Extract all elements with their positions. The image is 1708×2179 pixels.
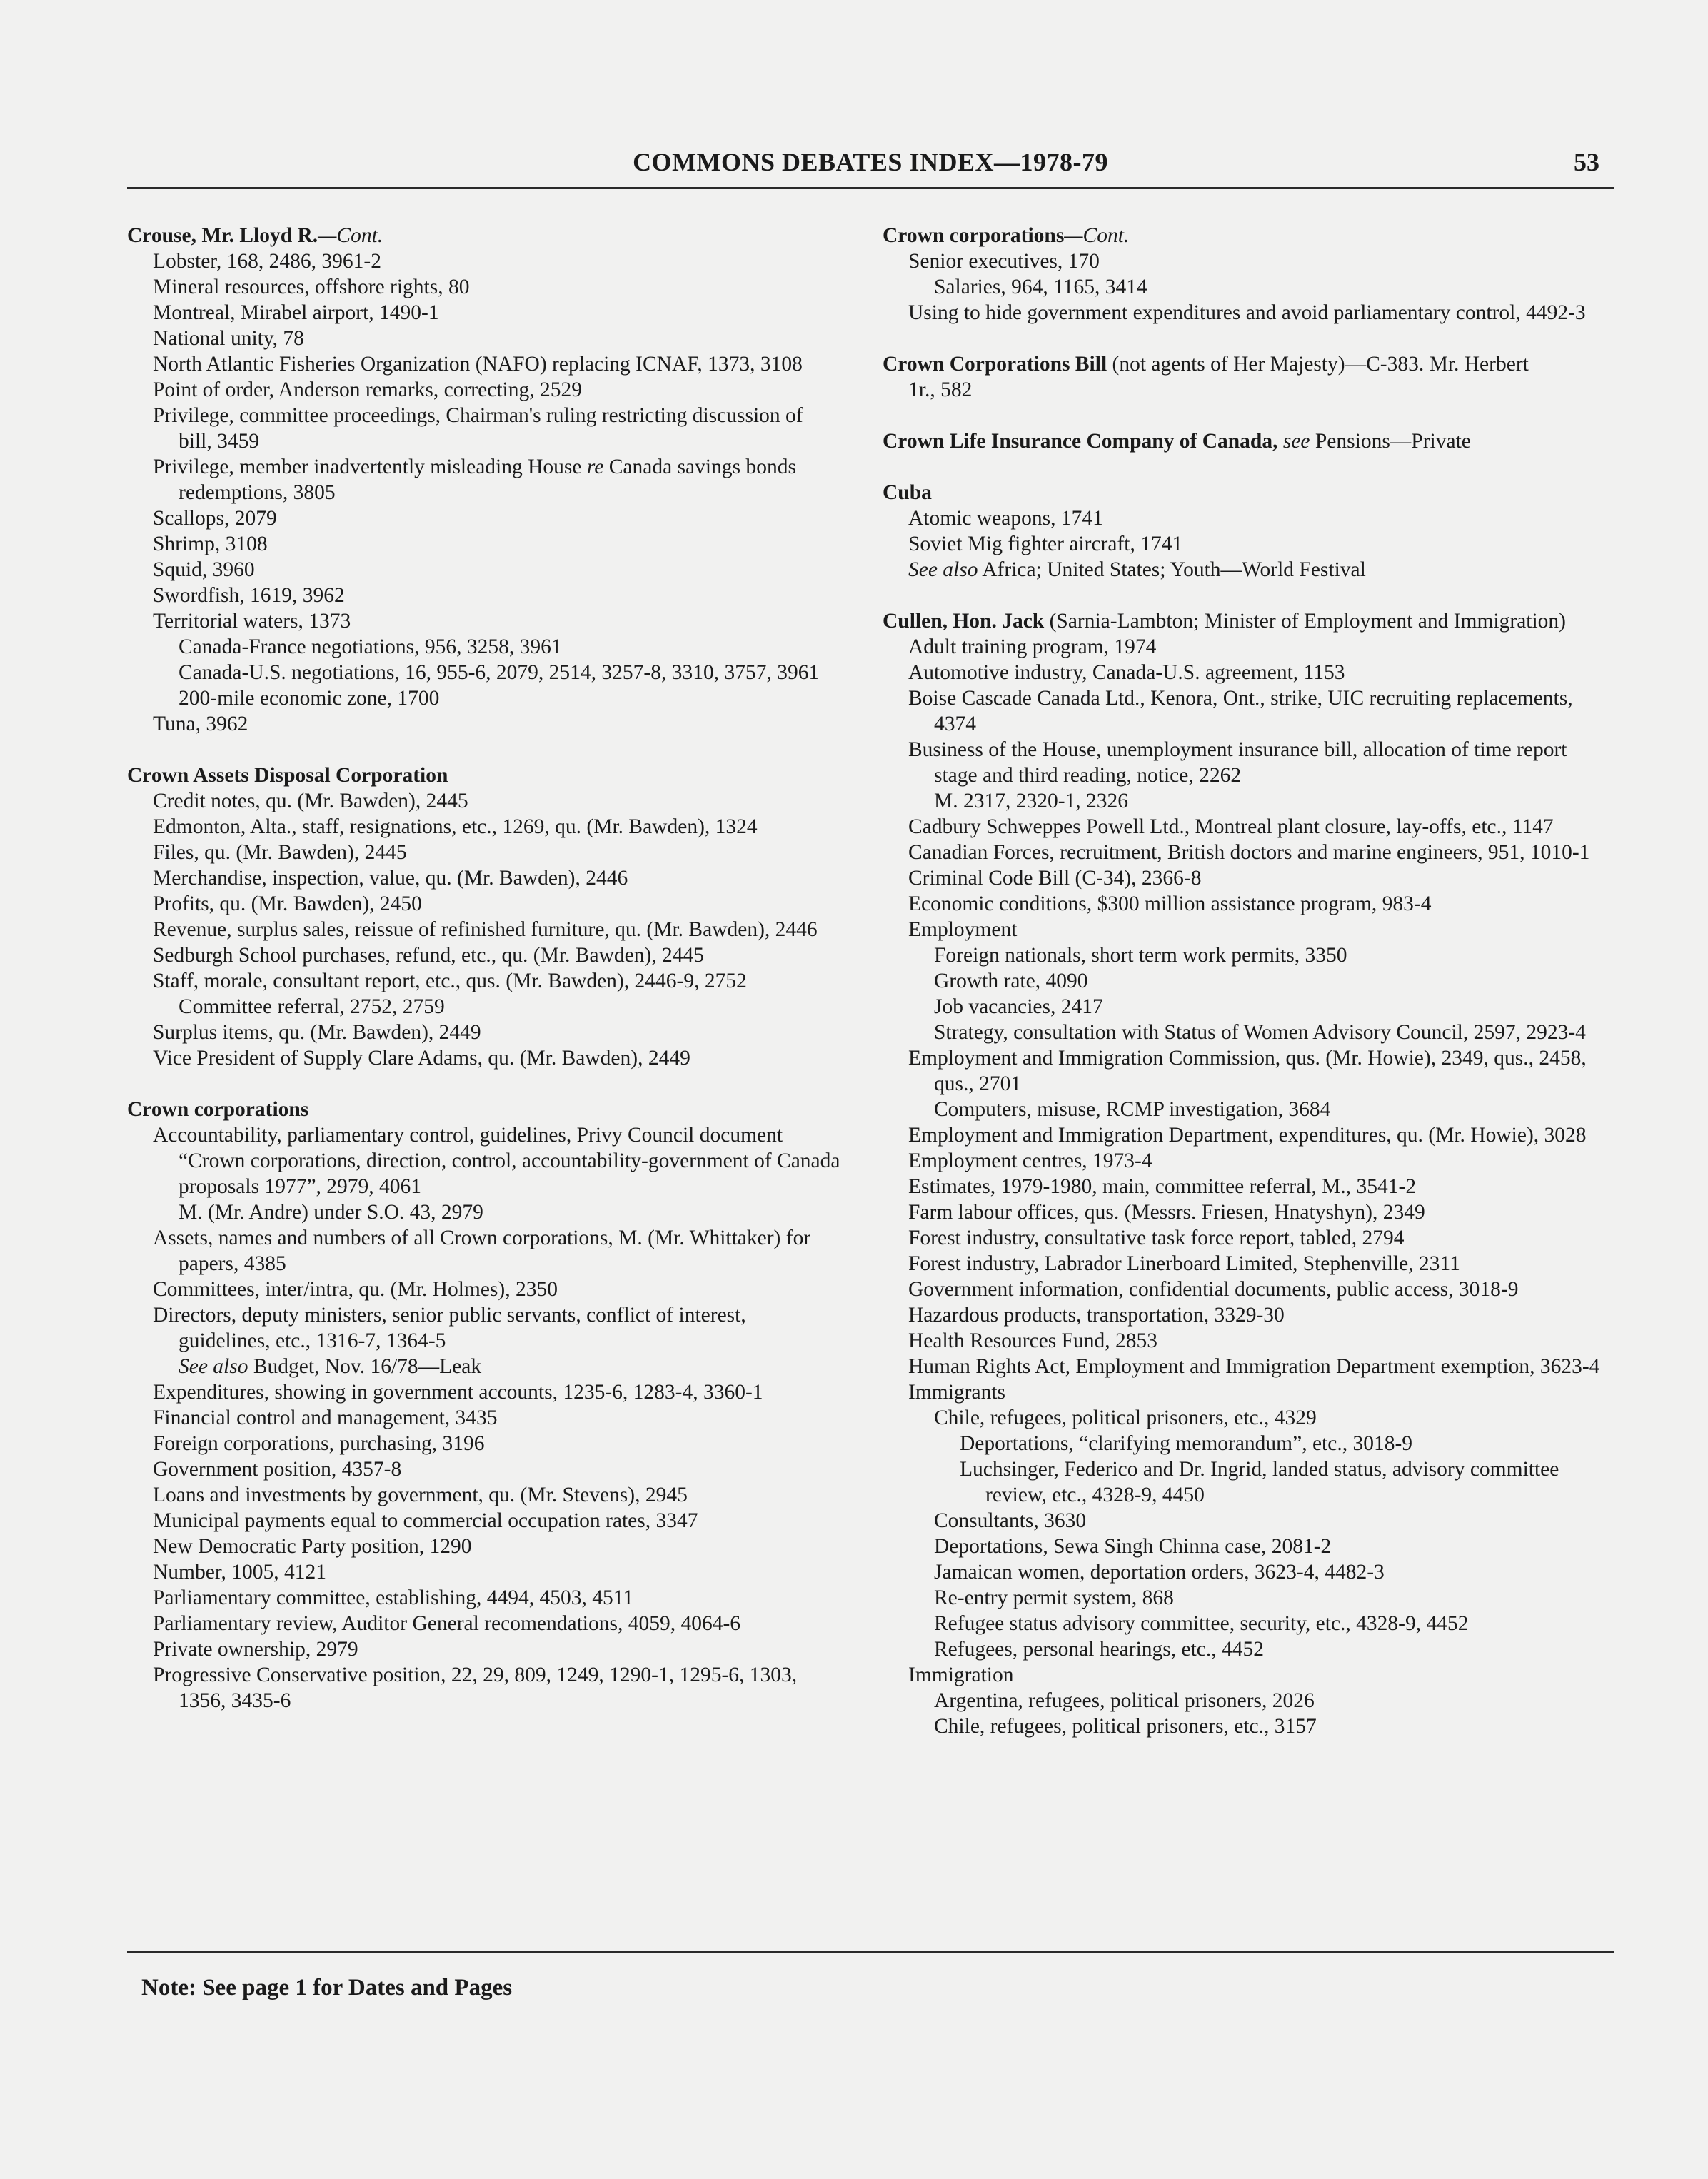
entry-text: Parliamentary review, Auditor General recomendations, 4059, 4064-6	[153, 1612, 741, 1635]
index-heading	[127, 223, 841, 248]
index-subentry	[934, 968, 1614, 994]
index-subentry	[153, 377, 841, 403]
left-column	[127, 223, 841, 1713]
index-subentry	[908, 1251, 1614, 1277]
entry-text: Crown Assets Disposal Corporation	[127, 764, 448, 787]
entry-text: Crown corporations	[127, 1098, 309, 1121]
entry-text: Loans and investments by government, qu. (Mr. Stevens), 2945	[153, 1484, 688, 1506]
index-subentry	[153, 1020, 841, 1045]
index-subentry	[179, 1199, 841, 1225]
index-subentry	[179, 1354, 841, 1379]
entry-text: Privilege, member inadvertently misleading House	[153, 456, 587, 478]
index-subentry	[908, 377, 1614, 403]
entry-text: Deportations, Sewa Singh Chinna case, 2081-2	[934, 1535, 1332, 1558]
entry-text: M. (Mr. Andre) under S.O. 43, 2979	[179, 1201, 483, 1224]
index-subentry	[153, 403, 841, 454]
entry-text: Employment and Immigration Department, expenditures, qu. (Mr. Howie), 3028	[908, 1124, 1587, 1147]
entry-text: Scallops, 2079	[153, 507, 277, 530]
index-subentry	[934, 1585, 1614, 1611]
index-subentry	[153, 1482, 841, 1508]
index-subentry	[908, 917, 1614, 942]
entry-text: Estimates, 1979-1980, main, committee referral, M., 3541-2	[908, 1175, 1417, 1198]
entry-text: Number, 1005, 4121	[153, 1561, 326, 1584]
index-subentry	[908, 865, 1614, 891]
index-subentry	[908, 1302, 1614, 1328]
entry-text: New Democratic Party position, 1290	[153, 1535, 472, 1558]
entry-text: Canada-U.S. negotiations, 16, 955-6, 2079, 2514, 3257-8, 3310, 3757, 3961	[179, 661, 820, 684]
entry-text: Employment and Immigration Commission, qus. (Mr. Howie), 2349, qus., 2458, qus., 2701	[908, 1047, 1587, 1095]
index-subentry	[153, 865, 841, 891]
index-subentry	[960, 1431, 1614, 1456]
index-subentry	[153, 840, 841, 865]
entry-text: Hazardous products, transportation, 3329-30	[908, 1304, 1285, 1327]
entry-text: see	[1282, 430, 1310, 453]
entry-text: Foreign nationals, short term work permits, 3350	[934, 944, 1347, 967]
entry-text: Chile, refugees, political prisoners, etc., 4329	[934, 1406, 1317, 1429]
index-subentry	[908, 1328, 1614, 1354]
entry-text: Crown Life Insurance Company of Canada,	[883, 430, 1278, 453]
index-subentry	[934, 994, 1614, 1020]
page-number: 53	[1574, 148, 1599, 176]
index-subentry	[153, 788, 841, 814]
index-subentry	[934, 1020, 1614, 1045]
index-subentry	[934, 1405, 1614, 1431]
index-subentry	[153, 1277, 841, 1302]
entry-text: Deportations, “clarifying memorandum”, etc., 3018-9	[960, 1432, 1413, 1455]
entry-text: See also	[179, 1355, 248, 1378]
entry-text: Growth rate, 4090	[934, 970, 1088, 992]
index-subentry	[153, 608, 841, 634]
entry-text: Human Rights Act, Employment and Immigration Department exemption, 3623-4	[908, 1355, 1600, 1378]
entry-text: Private ownership, 2979	[153, 1638, 358, 1661]
index-subentry	[153, 583, 841, 608]
index-heading	[883, 428, 1614, 454]
entry-text: Luchsinger, Federico and Dr. Ingrid, landed status, advisory committee review, etc., 4328-9, 4450	[960, 1458, 1559, 1506]
index-subentry	[908, 737, 1614, 788]
index-subentry	[908, 1174, 1614, 1199]
index-subentry	[153, 1405, 841, 1431]
entry-text: Africa; United States; Youth—World Festival	[978, 558, 1366, 581]
index-subentry	[153, 814, 841, 840]
index-subentry	[908, 1225, 1614, 1251]
index-subentry	[908, 1662, 1614, 1688]
index-heading	[883, 608, 1614, 634]
entry-text: Forest industry, Labrador Linerboard Limited, Stephenville, 2311	[908, 1252, 1460, 1275]
index-subentry	[934, 1688, 1614, 1713]
entry-text: Budget, Nov. 16/78—Leak	[248, 1355, 482, 1378]
entry-text: Revenue, surplus sales, reissue of refinished furniture, qu. (Mr. Bawden), 2446	[153, 918, 818, 941]
index-subentry	[153, 711, 841, 737]
entry-text: Canada savings bonds redemptions, 3805	[179, 456, 796, 504]
entry-text: Criminal Code Bill (C-34), 2366-8	[908, 867, 1202, 890]
index-subentry	[153, 942, 841, 968]
entry-text: Committee referral, 2752, 2759	[179, 995, 445, 1018]
entry-text: Salaries, 964, 1165, 3414	[934, 276, 1147, 298]
entry-text: (not agents of Her Majesty)—C-383. Mr. Herbert	[1107, 353, 1529, 376]
entry-text: M. 2317, 2320-1, 2326	[934, 790, 1129, 812]
entry-text: Expenditures, showing in government accounts, 1235-6, 1283-4, 3360-1	[153, 1381, 763, 1404]
entry-text: Crouse, Mr. Lloyd R.	[127, 224, 318, 247]
entry-text: Privilege, committee proceedings, Chairman's ruling restricting discussion of bill, 3459	[153, 404, 803, 453]
entry-text: (Sarnia-Lambton; Minister of Employment and Immigration)	[1044, 610, 1567, 633]
entry-text: Government position, 4357-8	[153, 1458, 402, 1481]
entry-text: Assets, names and numbers of all Crown corporations, M. (Mr. Whittaker) for papers, 4385	[153, 1227, 811, 1275]
entry-text: Cuba	[883, 481, 932, 504]
entry-text: Squid, 3960	[153, 558, 255, 581]
index-subentry	[934, 1097, 1614, 1122]
entry-text: North Atlantic Fisheries Organization (NAFO) replacing ICNAF, 1373, 3108	[153, 353, 803, 376]
entry-text: Staff, morale, consultant report, etc., qus. (Mr. Bawden), 2446-9, 2752	[153, 970, 747, 992]
entry-text: Crown Corporations Bill	[883, 353, 1107, 376]
entry-text: Files, qu. (Mr. Bawden), 2445	[153, 841, 407, 864]
index-subentry	[179, 685, 841, 711]
index-subentry	[908, 814, 1614, 840]
entry-text: Canada-France negotiations, 956, 3258, 3961	[179, 635, 562, 658]
entry-text: re	[586, 456, 604, 478]
index-subentry	[934, 788, 1614, 814]
index-subentry	[153, 531, 841, 557]
running-title: COMMONS DEBATES INDEX—1978-79	[633, 148, 1108, 176]
index-subentry	[179, 660, 841, 685]
entry-text: Argentina, refugees, political prisoners, 2026	[934, 1689, 1315, 1712]
index-subentry	[153, 968, 841, 994]
index-subentry	[934, 942, 1614, 968]
index-subentry	[908, 1379, 1614, 1405]
entry-text: Automotive industry, Canada-U.S. agreement, 1153	[908, 661, 1345, 684]
index-subentry	[153, 1225, 841, 1277]
entry-text: Consultants, 3630	[934, 1509, 1087, 1532]
entry-text: Economic conditions, $300 million assistance program, 983-4	[908, 892, 1432, 915]
entry-text: Shrimp, 3108	[153, 533, 268, 555]
index-subentry	[153, 505, 841, 531]
index-subentry	[153, 1611, 841, 1636]
index-subentry	[908, 1122, 1614, 1148]
index-subentry	[908, 1277, 1614, 1302]
index-subentry	[153, 300, 841, 326]
index-subentry	[153, 1559, 841, 1585]
entry-text: Directors, deputy ministers, senior public servants, conflict of interest, guidelines, etc., 1316-7, 1364-5	[153, 1304, 746, 1352]
index-subentry	[153, 891, 841, 917]
index-subentry	[908, 660, 1614, 685]
index-subentry	[153, 274, 841, 300]
entry-text: Business of the House, unemployment insurance bill, allocation of time report stage and third reading, notice, 2262	[908, 738, 1567, 787]
index-subentry	[153, 557, 841, 583]
index-subentry	[908, 1354, 1614, 1379]
entry-text: Forest industry, consultative task force report, tabled, 2794	[908, 1227, 1405, 1249]
index-subentry	[153, 454, 841, 505]
index-subentry	[908, 505, 1614, 531]
index-subentry	[153, 1456, 841, 1482]
entry-text: Employment centres, 1973-4	[908, 1149, 1152, 1172]
entry-text: —Cont.	[318, 224, 383, 247]
entry-text: Committees, inter/intra, qu. (Mr. Holmes), 2350	[153, 1278, 558, 1301]
index-subentry	[908, 891, 1614, 917]
entry-text: Re-entry permit system, 868	[934, 1586, 1174, 1609]
entry-text: Tuna, 3962	[153, 713, 248, 735]
entry-text: Canadian Forces, recruitment, British doctors and marine engineers, 951, 1010-1	[908, 841, 1590, 864]
entry-text: Jamaican women, deportation orders, 3623-4, 4482-3	[934, 1561, 1385, 1584]
index-subentry	[934, 1508, 1614, 1534]
page-header	[127, 143, 1614, 189]
index-subentry	[153, 1662, 841, 1713]
entry-text: Health Resources Fund, 2853	[908, 1329, 1158, 1352]
index-subentry	[153, 351, 841, 377]
entry-text: Lobster, 168, 2486, 3961-2	[153, 250, 382, 273]
entry-text: Farm labour offices, qus. (Messrs. Friesen, Hnatyshyn), 2349	[908, 1201, 1425, 1224]
index-subentry	[908, 300, 1614, 326]
index-subentry	[960, 1456, 1614, 1508]
index-subentry	[153, 1508, 841, 1534]
index-subentry	[153, 1302, 841, 1354]
index-subentry	[153, 1636, 841, 1662]
index-subentry	[153, 326, 841, 351]
entry-text: Senior executives, 170	[908, 250, 1100, 273]
index-subentry	[153, 1534, 841, 1559]
index-subentry	[934, 1713, 1614, 1739]
entry-text: Merchandise, inspection, value, qu. (Mr. Bawden), 2446	[153, 867, 628, 890]
entry-text: Edmonton, Alta., staff, resignations, etc., 1269, qu. (Mr. Bawden), 1324	[153, 815, 758, 838]
entry-text: Soviet Mig fighter aircraft, 1741	[908, 533, 1183, 555]
index-subentry	[153, 1379, 841, 1405]
index-subentry	[908, 248, 1614, 274]
index-subentry	[908, 557, 1614, 583]
entry-text: Employment	[908, 918, 1018, 941]
entry-text: National unity, 78	[153, 327, 304, 350]
entry-text: —Cont.	[1064, 224, 1130, 247]
entry-text: Montreal, Mirabel airport, 1490-1	[153, 301, 439, 324]
index-subentry	[908, 840, 1614, 865]
entry-text: Profits, qu. (Mr. Bawden), 2450	[153, 892, 422, 915]
entry-text: Refugees, personal hearings, etc., 4452	[934, 1638, 1265, 1661]
entry-text: Mineral resources, offshore rights, 80	[153, 276, 470, 298]
index-subentry	[908, 1045, 1614, 1097]
entry-text: Accountability, parliamentary control, guidelines, Privy Council document “Crown corporations, direction, control, accountability-government of Canada proposals 1977”, 2979, 4061	[153, 1124, 840, 1198]
index-subentry	[934, 1559, 1614, 1585]
entry-text: Computers, misuse, RCMP investigation, 3684	[934, 1098, 1331, 1121]
entry-text: Immigration	[908, 1664, 1014, 1686]
entry-text: Surplus items, qu. (Mr. Bawden), 2449	[153, 1021, 481, 1044]
index-subentry	[934, 1534, 1614, 1559]
entry-text: Government information, confidential documents, public access, 3018-9	[908, 1278, 1519, 1301]
entry-text: Swordfish, 1619, 3962	[153, 584, 345, 607]
entry-text: Cadbury Schweppes Powell Ltd., Montreal plant closure, lay-offs, etc., 1147	[908, 815, 1554, 838]
right-column	[883, 223, 1614, 1739]
index-subentry	[908, 634, 1614, 660]
index-subentry	[908, 685, 1614, 737]
entry-text: Municipal payments equal to commercial occupation rates, 3347	[153, 1509, 698, 1532]
index-heading	[127, 1097, 841, 1122]
index-heading	[883, 480, 1614, 505]
entry-text: Cullen, Hon. Jack	[883, 610, 1045, 633]
footer-note: Note: See page 1 for Dates and Pages	[141, 1975, 513, 2001]
index-subentry	[153, 917, 841, 942]
index-subentry	[908, 1148, 1614, 1174]
entry-text: Point of order, Anderson remarks, correcting, 2529	[153, 378, 582, 401]
index-subentry	[179, 994, 841, 1020]
entry-text: Credit notes, qu. (Mr. Bawden), 2445	[153, 790, 468, 812]
entry-text: Atomic weapons, 1741	[908, 507, 1103, 530]
entry-text: Vice President of Supply Clare Adams, qu. (Mr. Bawden), 2449	[153, 1047, 690, 1070]
index-subentry	[179, 634, 841, 660]
entry-text: Strategy, consultation with Status of Women Advisory Council, 2597, 2923-4	[934, 1021, 1586, 1044]
entry-text: Immigrants	[908, 1381, 1006, 1404]
entry-text: Refugee status advisory committee, security, etc., 4328-9, 4452	[934, 1612, 1469, 1635]
index-heading	[127, 763, 841, 788]
index-subentry	[934, 274, 1614, 300]
entry-text: Parliamentary committee, establishing, 4494, 4503, 4511	[153, 1586, 634, 1609]
entry-text: See also	[908, 558, 978, 581]
entry-text: Progressive Conservative position, 22, 29, 809, 1249, 1290-1, 1295-6, 1303, 1356, 3435-6	[153, 1664, 798, 1712]
index-subentry	[934, 1636, 1614, 1662]
entry-text: Boise Cascade Canada Ltd., Kenora, Ont., strike, UIC recruiting replacements, 4374	[908, 687, 1573, 735]
entry-text: Sedburgh School purchases, refund, etc., qu. (Mr. Bawden), 2445	[153, 944, 705, 967]
index-subentry	[153, 248, 841, 274]
entry-text: 1r., 582	[908, 378, 973, 401]
index-subentry	[153, 1122, 841, 1199]
entry-text: Job vacancies, 2417	[934, 995, 1103, 1018]
index-subentry	[934, 1611, 1614, 1636]
entry-text: Crown corporations	[883, 224, 1065, 247]
footer-rule	[127, 1951, 1614, 1953]
entry-text: 200-mile economic zone, 1700	[179, 687, 440, 710]
index-subentry	[908, 531, 1614, 557]
entry-text: Territorial waters, 1373	[153, 610, 351, 633]
index-subentry	[908, 1199, 1614, 1225]
index-heading	[883, 223, 1614, 248]
entry-text: Using to hide government expenditures and avoid parliamentary control, 4492-3	[908, 301, 1586, 324]
entry-text: Adult training program, 1974	[908, 635, 1157, 658]
index-subentry	[153, 1431, 841, 1456]
entry-text: Foreign corporations, purchasing, 3196	[153, 1432, 485, 1455]
index-subentry	[153, 1585, 841, 1611]
entry-text: Financial control and management, 3435	[153, 1406, 498, 1429]
entry-text: Chile, refugees, political prisoners, etc., 3157	[934, 1715, 1317, 1738]
entry-text	[1277, 430, 1282, 453]
index-subentry	[153, 1045, 841, 1071]
index-heading	[883, 351, 1614, 377]
entry-text: Pensions—Private	[1310, 430, 1471, 453]
